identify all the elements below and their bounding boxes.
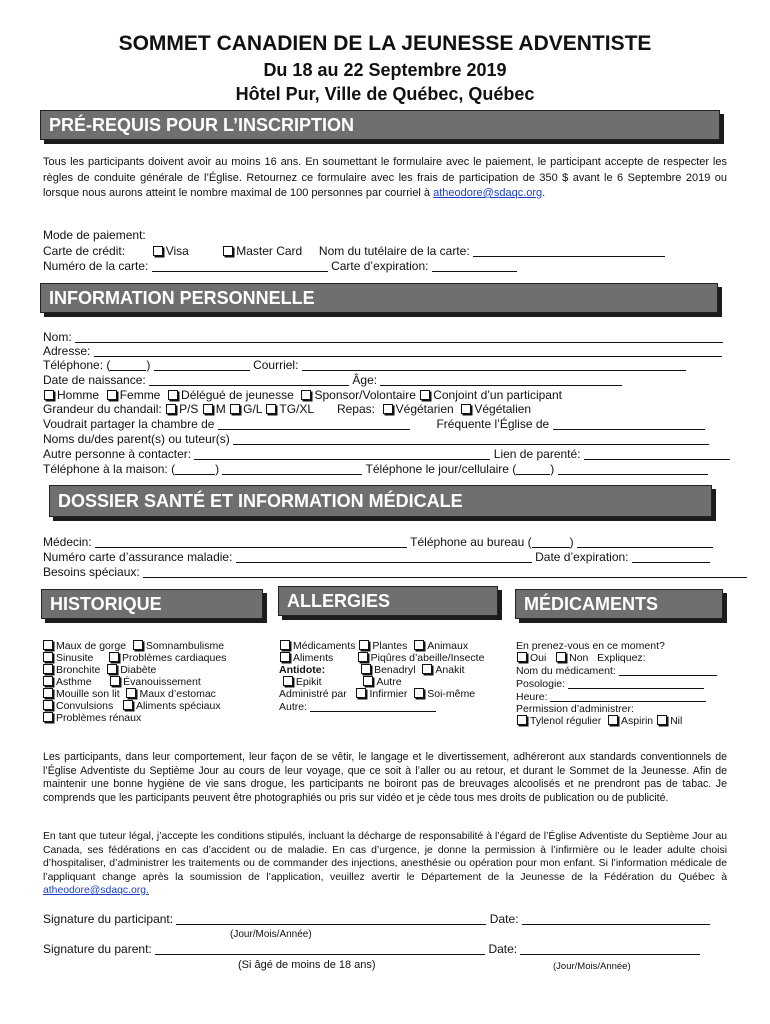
autre-checkbox[interactable] — [363, 676, 373, 686]
payment-mode-label: Mode de paiement: — [43, 228, 146, 242]
role-label: Conjoint d’un participant — [433, 388, 562, 402]
history-label: Maux de gorge — [56, 640, 127, 652]
event-dates: Du 18 au 22 Septembre 2019 — [263, 60, 507, 80]
birthdate-field[interactable] — [149, 374, 349, 386]
card-number-label: Numéro de la carte: — [43, 259, 149, 273]
meal-option-label: Végétarien — [395, 402, 454, 416]
history-checkbox[interactable] — [43, 700, 53, 710]
form-title: SOMMET CANADIEN DE LA JEUNESSE ADVENTISTE — [118, 32, 652, 55]
doctor-field[interactable] — [95, 536, 407, 548]
hour-field[interactable] — [550, 690, 706, 702]
history-checkbox[interactable] — [109, 652, 119, 662]
event-venue: Hôtel Pur, Ville de Québec, Québec — [235, 84, 535, 104]
address-field[interactable] — [94, 345, 722, 357]
history-checkbox[interactable] — [133, 640, 143, 650]
hour-label: Heure: — [516, 691, 548, 703]
card-number-field[interactable] — [152, 260, 328, 272]
special-needs-label: Besoins spéciaux: — [43, 565, 140, 579]
role-checkbox[interactable] — [420, 390, 430, 400]
relation-field[interactable] — [584, 448, 730, 460]
allergy-checkbox[interactable] — [280, 652, 290, 662]
parents-row — [43, 433, 709, 446]
history-list — [42, 640, 226, 724]
meds-no-label: Non — [569, 652, 589, 664]
history-checkbox[interactable] — [126, 688, 136, 698]
history-label: Somnambulisme — [145, 640, 225, 652]
allergy-label: Aliments — [293, 652, 334, 664]
guardian-paragraph — [43, 830, 727, 898]
med-name-label: Nom du médicament: — [516, 665, 616, 677]
contact-row — [43, 448, 730, 461]
name-row — [43, 331, 723, 344]
email-field[interactable] — [302, 359, 686, 371]
name-field[interactable] — [75, 331, 723, 343]
history-label: Bronchite — [56, 664, 101, 676]
posology-label: Posologie: — [516, 678, 566, 690]
role-label: Femme — [119, 388, 161, 402]
insurance-row — [43, 551, 710, 564]
meal-option-label: Végétalien — [474, 402, 532, 416]
meal-label: Repas: — [336, 402, 375, 416]
section-meds-header: MÉDICAMENTS — [515, 589, 723, 619]
history-label: Convulsions — [56, 700, 114, 712]
mastercard-checkbox[interactable] — [223, 246, 233, 256]
shirt-size-checkbox[interactable] — [266, 404, 276, 414]
allergy-checkbox[interactable] — [280, 640, 290, 650]
phone-row: Téléphone: ( ) Courriel: — [43, 359, 686, 372]
meds-no-checkbox[interactable] — [556, 652, 566, 662]
parent-signature-field[interactable] — [155, 943, 485, 955]
doctor-label: Médecin: — [43, 535, 92, 549]
history-label: Sinusite — [56, 652, 94, 664]
cell-phone-label: Téléphone le jour/cellulaire ( — [365, 462, 517, 476]
shirt-size-label: TG/XL — [279, 402, 314, 416]
role-label: Sponsor/Volontaire — [314, 388, 416, 402]
role-checkbox[interactable] — [44, 390, 54, 400]
parents-label: Noms du/des parent(s) ou tuteur(s) — [43, 432, 230, 446]
doctor-row: Médecin: Téléphone au bureau ( ) — [43, 536, 713, 549]
allergy-label: Plantes — [372, 640, 408, 652]
permission-option-label: Aspirin — [621, 715, 654, 727]
shirt-size-checkbox[interactable] — [230, 404, 240, 414]
history-label: Mouille son lit — [56, 688, 120, 700]
antidote-option-label: Anakit — [435, 664, 465, 676]
role-checkbox[interactable] — [301, 390, 311, 400]
card-expiry-label: Carte d’expiration: — [331, 259, 429, 273]
permission-option-label: Nil — [670, 715, 683, 727]
church-label: Fréquente l’Église de — [436, 417, 550, 431]
role-row — [43, 389, 562, 402]
under-18-note: (Si âgé de moins de 18 ans) — [238, 959, 376, 971]
shirt-label: Grandeur du chandail: — [43, 402, 162, 416]
prereq-paragraph: Tous les participants doivent avoir au moins 16 ans. En soumettant le formulaire avec le paiement, le participant accepte de respecter les règles de conduite générale de l’Église. Retournez ce formulaire avec les frais de participation de 350 $ avant le 6 Septembre 2019 ou lorsque nous aurons atteint le nombre maximal de 100 personnes par courriel à atheodore@sdaqc.org. — [43, 156, 727, 199]
allergy-label: Médicaments — [293, 640, 356, 652]
allergy-other-field[interactable] — [310, 700, 436, 712]
meds-list — [516, 640, 717, 727]
phone-field[interactable] — [154, 359, 250, 371]
allergy-label: Piqûres d’abeille/Insecte — [370, 652, 485, 664]
age-field[interactable] — [380, 374, 622, 386]
parent-signature-label: Signature du parent: — [43, 942, 152, 956]
guardian-text: En tant que tuteur légal, j’accepte les conditions stipulés, incluant la décharge de responsabilité à l’égard de l’Église Adventiste du Septième Jour au Canada, ses fédérations en cas d’accident ou de maladie. En cas d’urgence, je donne la permission à l’infirmière ou le leader adulte choisi d’hospitaliser, d’administrer les traitements ou de commander des injections, anesthésie ou opération pour mon enfant. Si l’information médicale de l’appliquant change après la soumission de l’application, veuillez avertir le Département de la Jeunesse de la Fédération du Québec à — [43, 831, 727, 883]
home-phone-field[interactable] — [222, 463, 362, 475]
autre-label: Autre — [376, 676, 402, 688]
relation-label: Lien de parenté: — [493, 447, 581, 461]
section-health-header: DOSSIER SANTÉ ET INFORMATION MÉDICALE — [49, 485, 712, 517]
section-personal-header: INFORMATION PERSONNELLE — [40, 283, 718, 313]
parents-field[interactable] — [233, 433, 709, 445]
share-room-field[interactable] — [218, 418, 410, 430]
visa-checkbox[interactable] — [153, 246, 163, 256]
address-label: Adresse: — [43, 344, 91, 358]
insurance-label: Numéro carte d’assurance maladie: — [43, 550, 233, 564]
admin-checkbox[interactable] — [356, 688, 366, 698]
shirt-size-checkbox[interactable] — [203, 404, 213, 414]
history-checkbox[interactable] — [107, 664, 117, 674]
antidote-checkbox[interactable] — [422, 664, 432, 674]
meds-yes-checkbox[interactable] — [517, 652, 527, 662]
card-row — [43, 260, 517, 273]
permission-checkbox[interactable] — [517, 715, 527, 725]
antidote-label: Antidote: — [279, 664, 326, 676]
shirt-size-label: P/S — [179, 402, 199, 416]
meal-checkbox[interactable] — [383, 404, 393, 414]
phone-label: Téléphone: ( — [43, 358, 111, 372]
shirt-size-checkbox[interactable] — [166, 404, 176, 414]
share-room-label: Voudrait partager la chambre de — [43, 417, 215, 431]
special-needs-row — [43, 566, 747, 579]
mastercard-label: Master Card — [236, 244, 303, 258]
section-prereq-header: PRÉ-REQUIS POUR L’INSCRIPTION — [40, 110, 720, 140]
admin-checkbox[interactable] — [414, 688, 424, 698]
history-label: Asthme — [56, 676, 92, 688]
role-label: Homme — [57, 388, 100, 402]
history-checkbox[interactable] — [43, 676, 53, 686]
guardian-email-link[interactable]: atheodore@sdaqc.org. — [43, 885, 149, 896]
history-checkbox[interactable] — [43, 688, 53, 698]
birth-row — [43, 374, 622, 387]
shirt-size-label: M — [215, 402, 226, 416]
meds-explain-label: Expliquez: — [597, 652, 646, 664]
participant-date-field[interactable] — [522, 913, 710, 925]
phone-area-field[interactable] — [110, 359, 146, 371]
med-name-field[interactable] — [619, 664, 717, 676]
history-checkbox[interactable] — [43, 664, 53, 674]
history-label: Problèmes rénaux — [56, 712, 142, 724]
participant-signature-row — [43, 913, 710, 926]
parent-date-label: Date: — [488, 942, 518, 956]
allergy-other-label: Autre: — [279, 701, 308, 713]
office-phone-label: Téléphone au bureau ( — [410, 535, 532, 549]
room-church-row — [43, 418, 705, 431]
history-checkbox[interactable] — [110, 676, 120, 686]
role-checkbox[interactable] — [107, 390, 117, 400]
meds-question: En prenez-vous en ce moment? — [516, 640, 665, 652]
section-allergies-header: ALLERGIES — [278, 586, 498, 616]
participant-date-format: (Jour/Mois/Année) — [230, 929, 312, 940]
name-label: Nom: — [43, 330, 72, 344]
allergy-checkbox[interactable] — [414, 640, 424, 650]
history-checkbox[interactable] — [43, 640, 53, 650]
history-label: Diabète — [120, 664, 157, 676]
parent-date-field[interactable] — [520, 943, 700, 955]
history-checkbox[interactable] — [123, 700, 133, 710]
address-row — [43, 345, 722, 358]
posology-field[interactable] — [568, 677, 704, 689]
home-phone-label: Téléphone à la maison: ( — [43, 462, 176, 476]
conduct-paragraph: Les participants, dans leur comportement, leur façon de se vêtir, le langage et le divertissement, adhéreront aux standards conventionnels de l’Église Adventiste du Septième Jour au cours de leur voyage, que ce soit à l’aller ou au retour, et durant le Sommet de la Jeunesse. Afin de maintenir une bonne hygiène de vie sans drogue, les participants ne boiront pas de breuvages alcoolisés et ne prendront pas de tabac. Je comprends que les participants peuvent être photographiés ou pris sur vidéo et je cède tous mes droits de publication ou de publicité. — [43, 751, 727, 804]
age-label: Âge: — [352, 373, 378, 387]
contact-label: Autre personne à contacter: — [43, 447, 192, 461]
participant-signature-field[interactable] — [176, 913, 486, 925]
prereq-text: Tous les participants doivent avoir au moins 16 ans. En soumettant le formulaire avec le paiement, le participant accepte de respecter les règles de conduite générale de l’Église. Retournez ce formulaire avec les frais de participation de 350 $ avant le 6 Septembre 2019 ou lorsque nous aurons atteint le nombre maximal de 100 personnes par courriel à — [43, 156, 727, 199]
home-phone-area-field[interactable] — [175, 463, 215, 475]
history-label: Problèmes cardiaques — [121, 652, 227, 664]
cell-phone-area-field[interactable] — [516, 463, 550, 475]
administered-label: Administré par — [279, 688, 347, 700]
history-label: Maux d’estomac — [139, 688, 216, 700]
card-expiry-field[interactable] — [432, 260, 517, 272]
parent-date-format: (Jour/Mois/Année) — [553, 961, 631, 972]
role-label: Délégué de jeunesse — [181, 388, 294, 402]
payment-row — [43, 245, 665, 258]
history-checkbox[interactable] — [43, 712, 53, 722]
epikit-checkbox[interactable] — [283, 676, 293, 686]
cardholder-label: Nom du tutélaire de la carte: — [318, 244, 470, 258]
shirt-size-label: G/L — [243, 402, 263, 416]
church-field[interactable] — [553, 418, 705, 430]
admin-option-label: Soi-même — [427, 688, 476, 700]
meal-checkbox[interactable] — [461, 404, 471, 414]
history-checkbox[interactable] — [43, 652, 53, 662]
meds-yes-label: Oui — [530, 652, 547, 664]
office-phone-area-field[interactable] — [532, 536, 570, 548]
allergy-checkbox[interactable] — [358, 652, 368, 662]
email-link[interactable]: atheodore@sdaqc.org — [433, 187, 543, 199]
credit-card-label: Carte de crédit: — [43, 244, 126, 258]
role-checkbox[interactable] — [168, 390, 178, 400]
insurance-field[interactable] — [236, 551, 532, 563]
permission-label: Permission d’administrer: — [516, 703, 634, 715]
cardholder-field[interactable] — [473, 245, 665, 257]
permission-checkbox[interactable] — [608, 715, 618, 725]
history-label: Évanouissement — [123, 676, 201, 688]
allergies-list — [279, 640, 484, 713]
antidote-option-label: Benadryl — [374, 664, 416, 676]
permission-checkbox[interactable] — [657, 715, 667, 725]
birthdate-label: Date de naissance: — [43, 373, 146, 387]
insurance-expiry-label: Date d’expiration: — [535, 550, 629, 564]
home-phone-row: Téléphone à la maison: ( ) Téléphone le jour/cellulaire ( ) — [43, 463, 708, 476]
admin-option-label: Infirmier — [369, 688, 408, 700]
visa-label: Visa — [165, 244, 189, 258]
participant-date-label: Date: — [489, 912, 519, 926]
allergy-checkbox[interactable] — [359, 640, 369, 650]
insurance-expiry-field[interactable] — [632, 551, 710, 563]
participant-signature-label: Signature du participant: — [43, 912, 174, 926]
section-history-header: HISTORIQUE — [41, 589, 263, 619]
special-needs-field[interactable] — [143, 566, 747, 578]
office-phone-field[interactable] — [577, 536, 713, 548]
antidote-checkbox[interactable] — [361, 664, 371, 674]
history-label: Aliments spéciaux — [135, 700, 221, 712]
epikit-label: Epikit — [295, 676, 322, 688]
shirt-meal-row — [43, 403, 531, 416]
parent-signature-row — [43, 943, 700, 956]
allergy-label: Animaux — [427, 640, 469, 652]
contact-field[interactable] — [194, 448, 490, 460]
permission-option-label: Tylenol régulier — [530, 715, 602, 727]
email-label: Courriel: — [253, 358, 299, 372]
cell-phone-field[interactable] — [558, 463, 708, 475]
